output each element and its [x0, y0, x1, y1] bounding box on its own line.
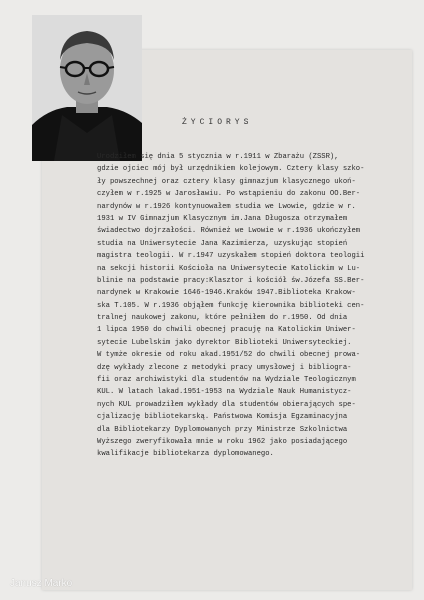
text-line: blinie na podstawie pracy:Klasztor i kościół św.Józefa SS.Ber-: [97, 276, 365, 285]
text-line: sytecie Lubelskim jako dyrektor Biblioteki Uniwersyteckiej.: [97, 338, 352, 347]
biography-text: [97, 151, 397, 461]
text-line: studia na Uniwersytecie Jana Kazimierza, uzyskując stopień: [97, 239, 348, 248]
text-line: dzę wykłady zlecone z metodyki pracy umysłowej i bibliogra-: [97, 363, 352, 372]
text-line: gdzie ojciec mój był urzędnikiem kolejowym. Cztery klasy szko-: [97, 165, 365, 174]
text-line: ły powszechnej oraz cztery klasy gimnazjum klasycznego ukoń-: [97, 177, 356, 186]
text-line: na sekcji historii Kościoła na Uniwersytecie Katolickim w Lu-: [97, 264, 361, 273]
text-line: KUL. W latach lakad.1951-1953 na Wydziale Nauk Humanistycz-: [97, 388, 352, 397]
text-line: cjalizację bibliotekarską. Państwowa Komisja Egzaminacyjna: [97, 413, 348, 422]
portrait-image: [32, 15, 142, 161]
portrait-photo: [32, 15, 142, 161]
text-line: fii oraz archiwistyki dla studentów na Wydziale Teologicznym: [97, 376, 356, 385]
text-line: nardynek w Krakowie 1646-1946.Kraków 1947.Biblioteka Krakow-: [97, 289, 356, 298]
text-line: 1931 w IV Gimnazjum Klasycznym im.Jana Długosza otrzymałem: [97, 214, 348, 223]
text-line: kwalifikacje bibliotekarza dyplomowanego.: [97, 450, 274, 459]
text-line: 1 lipca 1950 do chwili obecnej pracuję na Katolickim Uniwer-: [97, 326, 356, 335]
text-line: magistra teologii. W r.1947 uzyskałem stopień doktora teologii: [97, 252, 365, 261]
text-line: Wyższego zweryfikowała mnie w roku 1962 jako posiadającego: [97, 437, 348, 446]
text-line: czyłem w r.1925 w Jarosławiu. Po wstąpieniu do zakonu OO.Ber-: [97, 190, 361, 199]
text-line: ska T.105. W r.1936 objąłem funkcję kierownika biblioteki cen-: [97, 301, 365, 310]
text-line: nardynów w r.1926 kontynuowałem studia we Lwowie, gdzie w r.: [97, 202, 356, 211]
text-line: dla Bibliotekarzy Dyplomowanych przy Ministrze Szkolnictwa: [97, 425, 348, 434]
document-title: ŻYCIORYS: [182, 118, 253, 127]
text-line: Urodziłem się dnia 5 stycznia w r.1911 w Zbarażu (ZSSR),: [97, 153, 339, 161]
text-line: tralnej naukowej zakonu, które pełniłem do r.1950. Od dnia: [97, 314, 348, 323]
text-line: W tymże okresie od roku akad.1951/52 do chwili obecnej prowa-: [97, 351, 361, 360]
text-line: świadectwo dojrzałości. Również we Lwowie w r.1936 ukończyłem: [97, 227, 361, 236]
text-line: nych KUL prowadziłem wykłady dla studentów obierających spe-: [97, 400, 356, 409]
watermark: Janusz Marko: [10, 578, 73, 589]
